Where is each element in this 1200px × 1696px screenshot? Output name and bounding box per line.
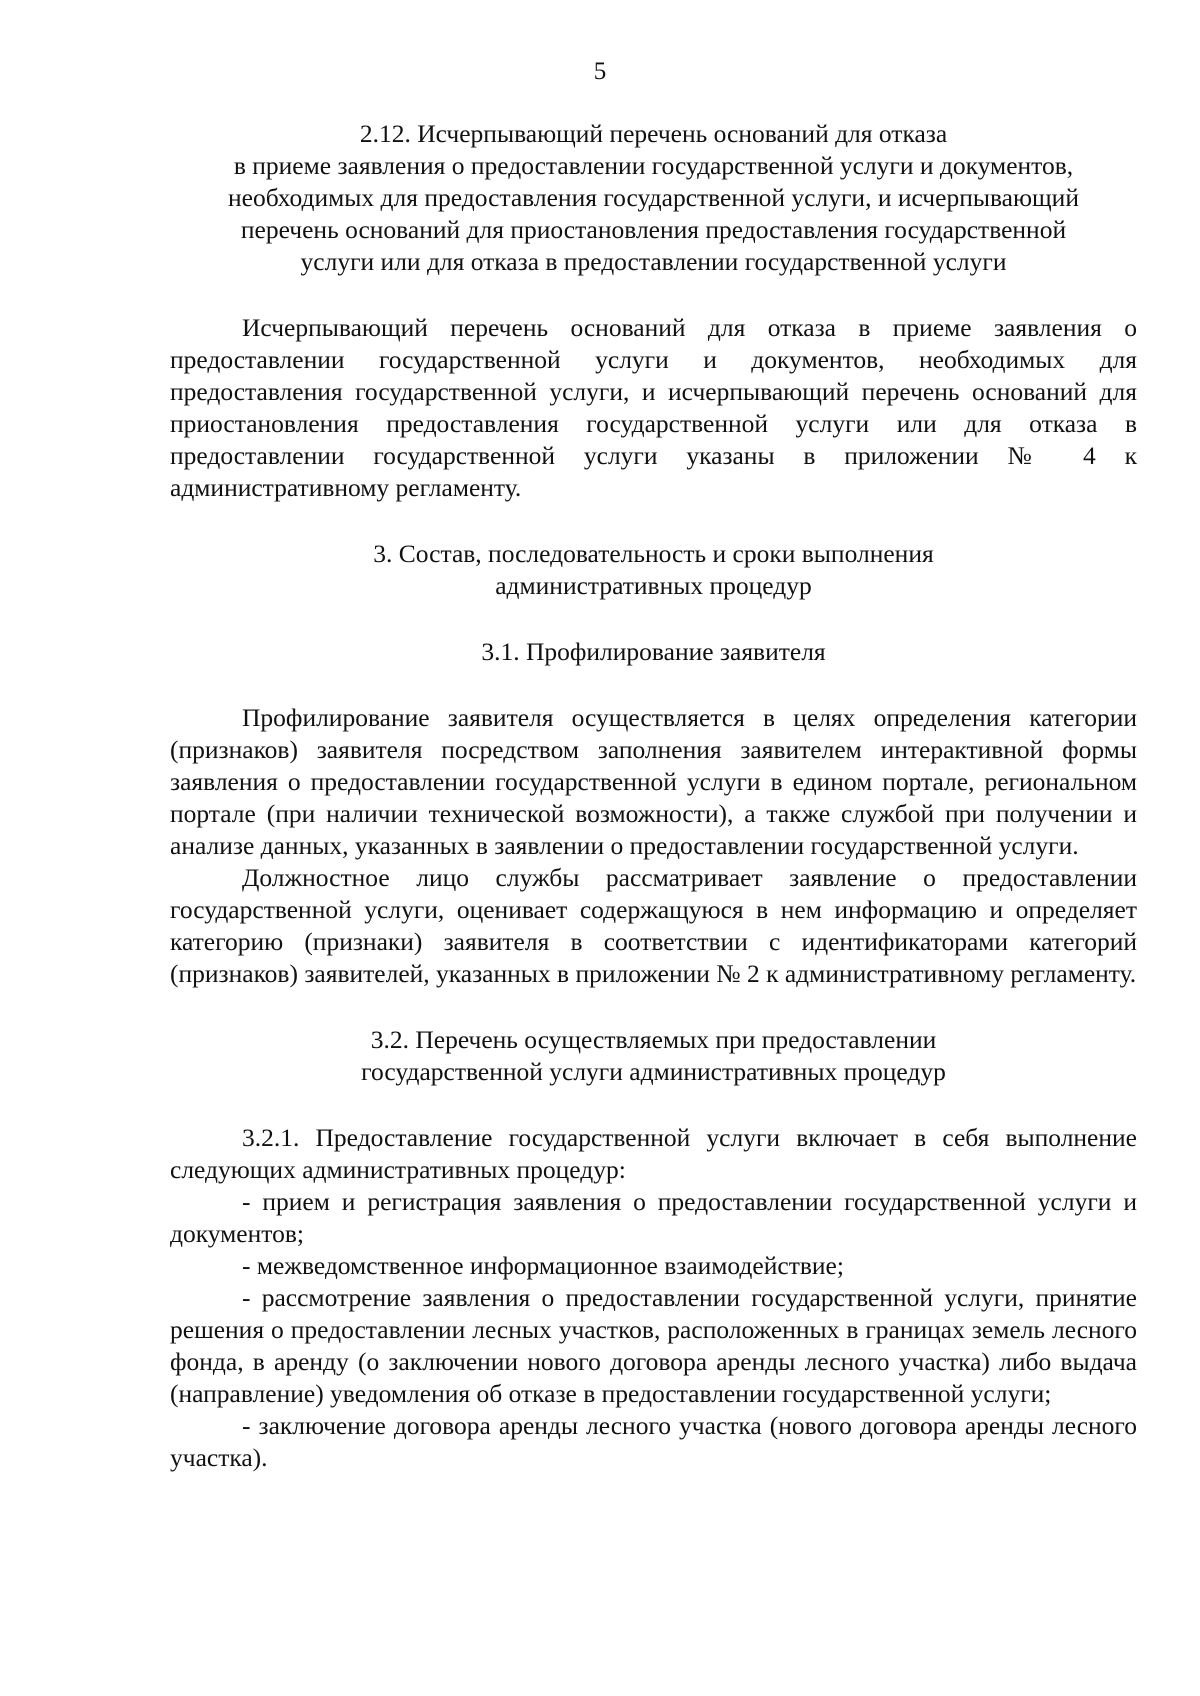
heading-line: административных процедур: [495, 571, 812, 600]
heading-line: в приеме заявления о предоставлении государственной услуги и документов,: [233, 151, 1074, 180]
section-3-2-heading: [170, 1024, 1137, 1088]
section-3-1-paragraph: Должностное лицо службы рассматривает заявление о предоставлении государственной услуги, оценивает содержащуюся в нем информацию и определяет категорию (признаки) заявителя в соответствии с идентификаторами категорий (признаков) заявителей, указанных в приложении № 2 к административному регламенту.: [170, 863, 1137, 988]
heading-line: 2.12. Исчерпывающий перечень оснований для отказа: [359, 119, 948, 148]
heading-line: 3.1. Профилирование заявителя: [481, 637, 826, 666]
procedure-list-item: - заключение договора аренды лесного участка (нового договора аренды лесного участка).: [170, 1411, 1137, 1472]
section-3-heading: [170, 538, 1137, 602]
heading-line: 3. Состав, последовательность и сроки выполнения: [373, 539, 934, 568]
heading-line: услуги или для отказа в предоставлении государственной услуги: [300, 247, 1007, 276]
section-2-12-paragraph: Исчерпывающий перечень оснований для отказа в приеме заявления о предоставлении государственной услуги и документов, необходимых для предоставления государственной услуги, и исчерпывающий перечень оснований для приостановления предоставления государственной услуги или для отказа в предоставлении государственной услуги указаны в приложении № 4 к административному регламенту.: [170, 313, 1137, 502]
section-2-12-heading: [170, 118, 1137, 278]
page-number: 5: [593, 58, 607, 85]
section-3-2-1-intro: 3.2.1. Предоставление государственной услуги включает в себя выполнение следующих административных процедур:: [170, 1123, 1137, 1184]
heading-line: 3.2. Перечень осуществляемых при предоставлении: [370, 1025, 937, 1054]
heading-line: перечень оснований для приостановления предоставления государственной: [240, 215, 1067, 244]
heading-line: государственной услуги административных процедур: [361, 1057, 946, 1086]
procedure-list-item: - рассмотрение заявления о предоставлении государственной услуги, принятие решения о предоставлении лесных участков, расположенных в границах земель лесного фонда, в аренду (о заключении нового договора аренды лесного участка) либо выдача (направление) уведомления об отказе в предоставлении государственной услуги;: [170, 1283, 1137, 1408]
section-3-1-paragraph: Профилирование заявителя осуществляется в целях определения категории (признаков) заявителя посредством заполнения заявителем интерактивной формы заявления о предоставлении государственной услуги в едином портале, региональном портале (при наличии технической возможности), а также службой при получении и анализе данных, указанных в заявлении о предоставлении государственной услуги.: [170, 703, 1137, 860]
procedure-list-item: - межведомственное информационное взаимодействие;: [242, 1251, 844, 1280]
section-3-1-heading: [170, 636, 1137, 668]
procedure-list-item: - прием и регистрация заявления о предоставлении государственной услуги и документов;: [170, 1187, 1137, 1248]
page-content: [170, 118, 1137, 1474]
heading-line: необходимых для предоставления государственной услуги, и исчерпывающий: [228, 183, 1079, 212]
